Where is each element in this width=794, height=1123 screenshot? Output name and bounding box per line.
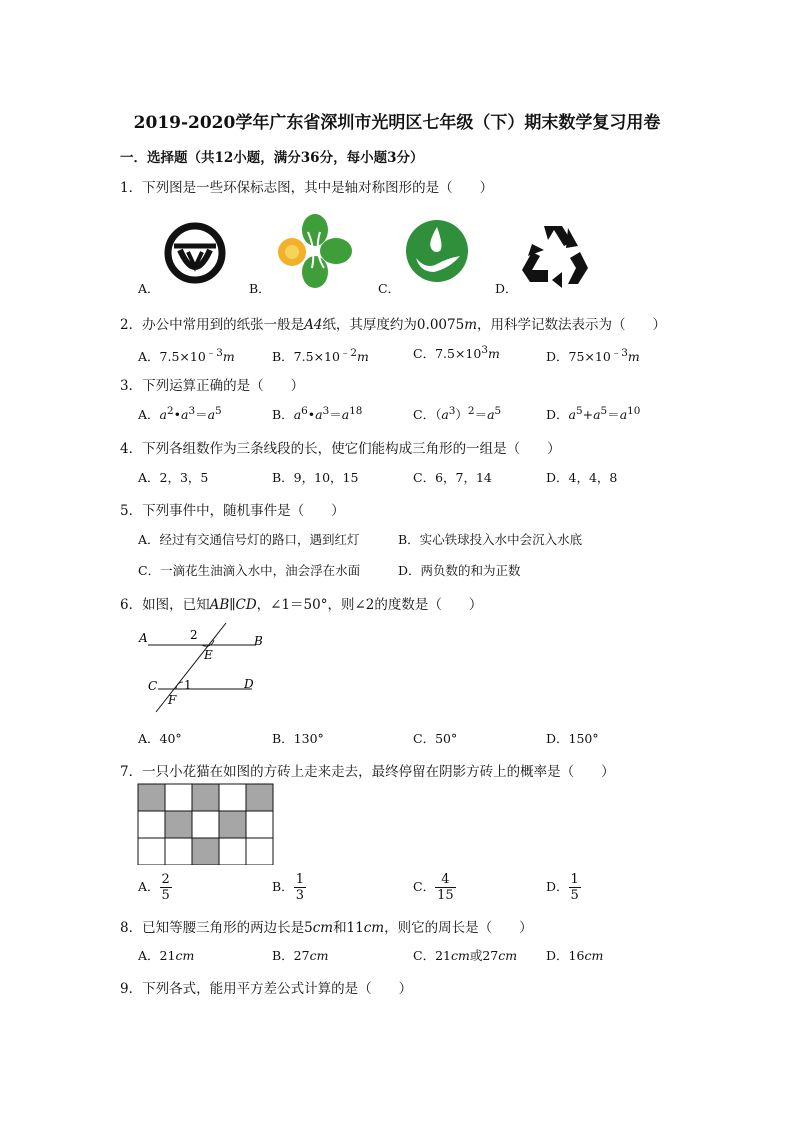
q1-option-c[interactable]: C． <box>378 281 401 296</box>
point-a-label: A <box>139 631 148 645</box>
q4-option-a[interactable]: A．2，3，5 <box>138 470 209 485</box>
q8-option-d[interactable]: D．16cm <box>546 948 604 963</box>
q6-option-c[interactable]: C．50° <box>413 731 458 746</box>
q2-option-b[interactable]: B．$7.5\times 10^{﹣2}m$ <box>272 347 369 365</box>
section-heading: 一．选择题（共12小题，满分36分，每小题3分） <box>120 150 424 166</box>
q6-option-d[interactable]: D．150° <box>546 731 599 746</box>
tile <box>165 784 192 811</box>
shaded-tile <box>138 784 165 811</box>
shaded-tile <box>192 784 219 811</box>
q5-option-c[interactable]: C．一滴花生油滴入水中，油会浮在水面 <box>138 563 361 578</box>
tile <box>219 838 246 865</box>
tile <box>246 838 273 865</box>
point-e-label: E <box>204 648 213 662</box>
q1-option-a[interactable]: A． <box>138 281 160 296</box>
q4-option-b[interactable]: B．9，10，15 <box>272 470 359 485</box>
question-3-stem: 3．下列运算正确的是（ ） <box>120 378 305 394</box>
point-b-label: B <box>254 634 263 648</box>
shaded-tile <box>192 838 219 865</box>
page-title: 2019-2020学年广东省深圳市光明区七年级（下）期末数学复习用卷 <box>133 113 661 133</box>
question-6-stem: 6．如图，已知AB∥CD，∠1＝50°，则∠2的度数是（ ） <box>120 597 483 613</box>
q8-option-c[interactable]: C．21cm或27cm <box>413 948 518 963</box>
q7-option-d[interactable]: D． $\frac{1}{5}$ <box>546 872 579 903</box>
tile <box>246 811 273 838</box>
angle-1-label: 1 <box>184 678 192 692</box>
q7-option-a[interactable]: A． $\frac{2}{5}$ <box>138 872 170 903</box>
q5-option-a[interactable]: A．经过有交通信号灯的路口，遇到红灯 <box>138 532 360 547</box>
q3-option-d[interactable]: D．$a^5+a^5=a^{10}$ <box>546 405 641 423</box>
green-water-drop-logo-icon <box>404 218 470 284</box>
angle-2-label: 2 <box>190 628 198 642</box>
q1-option-b[interactable]: B． <box>249 281 271 296</box>
q8-option-b[interactable]: B．27cm <box>272 948 329 963</box>
shaded-tile <box>246 784 273 811</box>
recycle-logo-icon <box>518 222 590 288</box>
tile <box>165 838 192 865</box>
q7-option-b[interactable]: B． $\frac{1}{3}$ <box>272 872 304 903</box>
question-7-stem: 7．一只小花猫在如图的方砖上走来走去，最终停留在阴影方砖上的概率是（ ） <box>120 764 615 780</box>
q4-option-d[interactable]: D．4，4，8 <box>546 470 618 485</box>
q8-option-a[interactable]: A．21cm <box>138 948 195 963</box>
circle-v-logo-icon <box>164 222 226 284</box>
q6-option-b[interactable]: B．130° <box>272 731 324 746</box>
q5-option-d[interactable]: D．两负数的和为正数 <box>398 563 521 578</box>
q2-option-d[interactable]: D．$75\times 10^{﹣3}m$ <box>546 347 640 365</box>
q3-option-c[interactable]: C．$(a^3)^2=a^5$ <box>413 405 502 423</box>
tile <box>138 838 165 865</box>
point-f-label: F <box>168 693 177 707</box>
q4-option-c[interactable]: C．6，7，14 <box>413 470 492 485</box>
point-c-label: C <box>148 679 158 693</box>
q2-option-a[interactable]: A．$7.5\times 10^{﹣3}m$ <box>138 347 235 365</box>
question-5-stem: 5．下列事件中，随机事件是（ ） <box>120 503 345 519</box>
question-9-stem: 9．下列各式，能用平方差公式计算的是（ ） <box>120 981 413 997</box>
q5-option-b[interactable]: B．实心铁球投入水中会沉入水底 <box>398 532 583 547</box>
tile <box>192 811 219 838</box>
question-2-stem: 2．办公中常用到的纸张一般是A4纸，其厚度约为0.0075m，用科学记数法表示为（ ） <box>120 317 666 333</box>
green-clover-logo-icon <box>276 212 354 290</box>
tile <box>138 811 165 838</box>
question-4-stem: 4．下列各组数作为三条线段的长，使它们能构成三角形的一组是（ ） <box>120 441 561 457</box>
tile-grid-figure <box>137 783 275 865</box>
q6-option-a[interactable]: A．40° <box>138 731 182 746</box>
question-1-stem: 1．下列图是一些环保标志图，其中是轴对称图形的是（ ） <box>120 180 494 196</box>
question-8-stem: 8．已知等腰三角形的两边长是5cm和11cm，则它的周长是（ ） <box>120 920 533 936</box>
q2-option-c[interactable]: C．$7.5\times 10^3m$ <box>413 344 500 362</box>
shaded-tile <box>165 811 192 838</box>
q3-option-a[interactable]: A．$a^2•a^3=a^5$ <box>138 405 222 423</box>
q1-option-d[interactable]: D． <box>495 281 518 296</box>
parallel-lines-figure <box>134 620 274 716</box>
tile <box>219 784 246 811</box>
shaded-tile <box>219 811 246 838</box>
point-d-label: D <box>244 677 254 691</box>
q7-option-c[interactable]: C． $\frac{4}{15}$ <box>413 872 454 903</box>
q3-option-b[interactable]: B．$a^6•a^3=a^{18}$ <box>272 405 363 423</box>
